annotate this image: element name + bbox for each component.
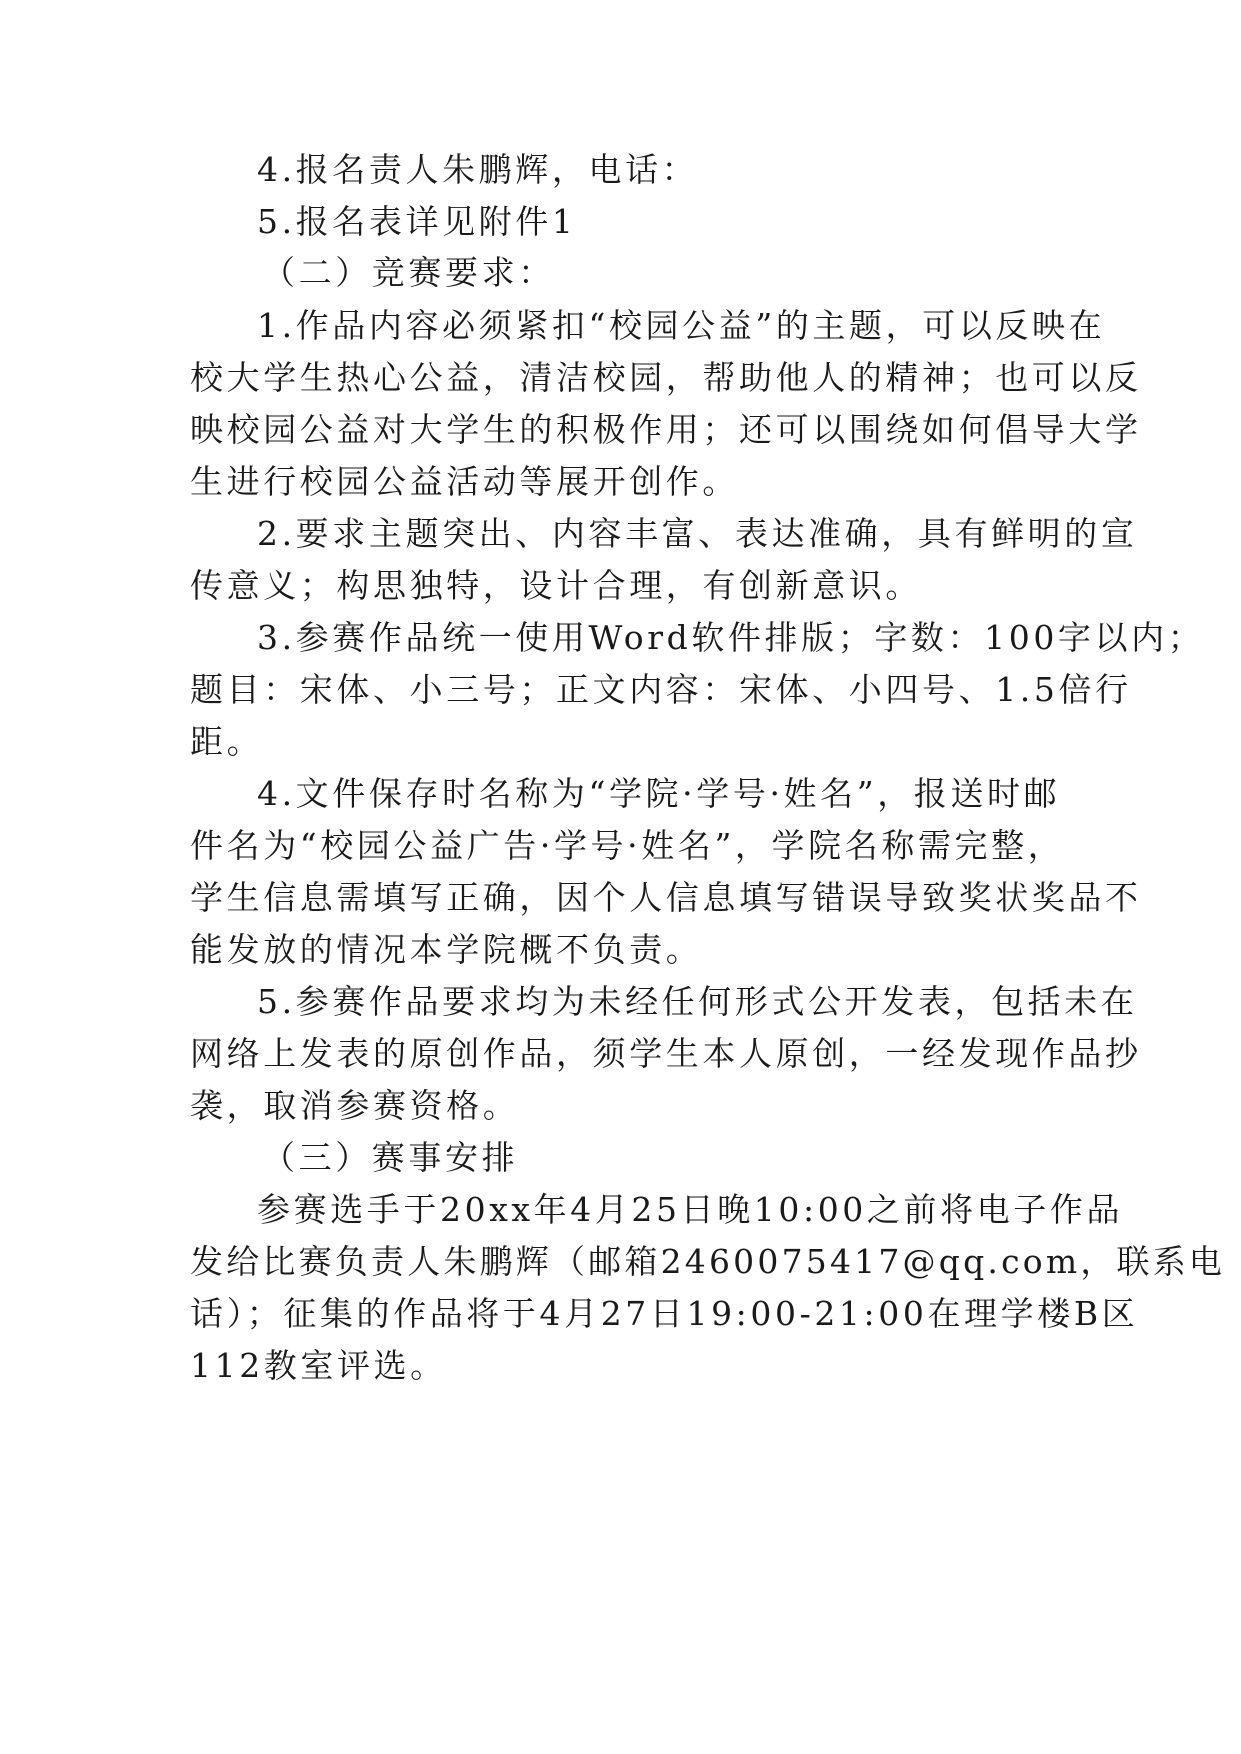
text-line: 112教室评选。 — [190, 1346, 447, 1385]
section-heading: （三）赛事安排 — [262, 1138, 519, 1177]
text-line: 件名为“校园公益广告·学号·姓名”，学院名称需完整， — [190, 826, 1065, 865]
text-line: 生进行校园公益活动等展开创作。 — [190, 462, 739, 501]
text-line: 题目：宋体、小三号；正文内容：宋体、小四号、1.5倍行 — [190, 670, 1132, 709]
text-line: 3.参赛作品统一使用Word软件排版；字数：100字以内； — [257, 618, 1205, 657]
text-line: 能发放的情况本学院概不负责。 — [190, 930, 703, 969]
text-line: 4.文件保存时名称为“学院·学号·姓名”，报送时邮 — [257, 774, 1061, 813]
text-line: 校大学生热心公益，清洁校园，帮助他人的精神；也可以反 — [190, 358, 1142, 397]
text-line: 参赛选手于20xx年4月25日晚10:00之前将电子作品 — [257, 1190, 1124, 1229]
text-line: 5.参赛作品要求均为未经任何形式公开发表，包括未在 — [257, 982, 1138, 1021]
section-heading: （二）竞赛要求： — [262, 253, 555, 292]
text-line: 网络上发表的原创作品，须学生本人原创，一经发现作品抄 — [190, 1034, 1142, 1073]
text-line: 发给比赛负责人朱鹏辉（邮箱2460075417@qq.com，联系电 — [190, 1242, 1226, 1281]
text-line: 5.报名表详见附件1 — [257, 202, 577, 241]
text-line: 传意义；构思独特，设计合理，有创新意识。 — [190, 566, 922, 605]
text-line: 4.报名责人朱鹏辉，电话： — [257, 150, 699, 189]
text-line: 学生信息需填写正确，因个人信息填写错误导致奖状奖品不 — [190, 878, 1142, 917]
text-line: 距。 — [190, 722, 264, 761]
text-line: 1.作品内容必须紧扣“校园公益”的主题，可以反映在 — [257, 306, 1106, 345]
text-line: 袭，取消参赛资格。 — [190, 1086, 520, 1125]
text-line: 映校园公益对大学生的积极作用；还可以围绕如何倡导大学 — [190, 410, 1142, 449]
text-line: 2.要求主题突出、内容丰富、表达准确，具有鲜明的宣 — [257, 514, 1138, 553]
text-line: 话）；征集的作品将于4月27日19:00-21:00在理学楼B区 — [190, 1294, 1139, 1333]
